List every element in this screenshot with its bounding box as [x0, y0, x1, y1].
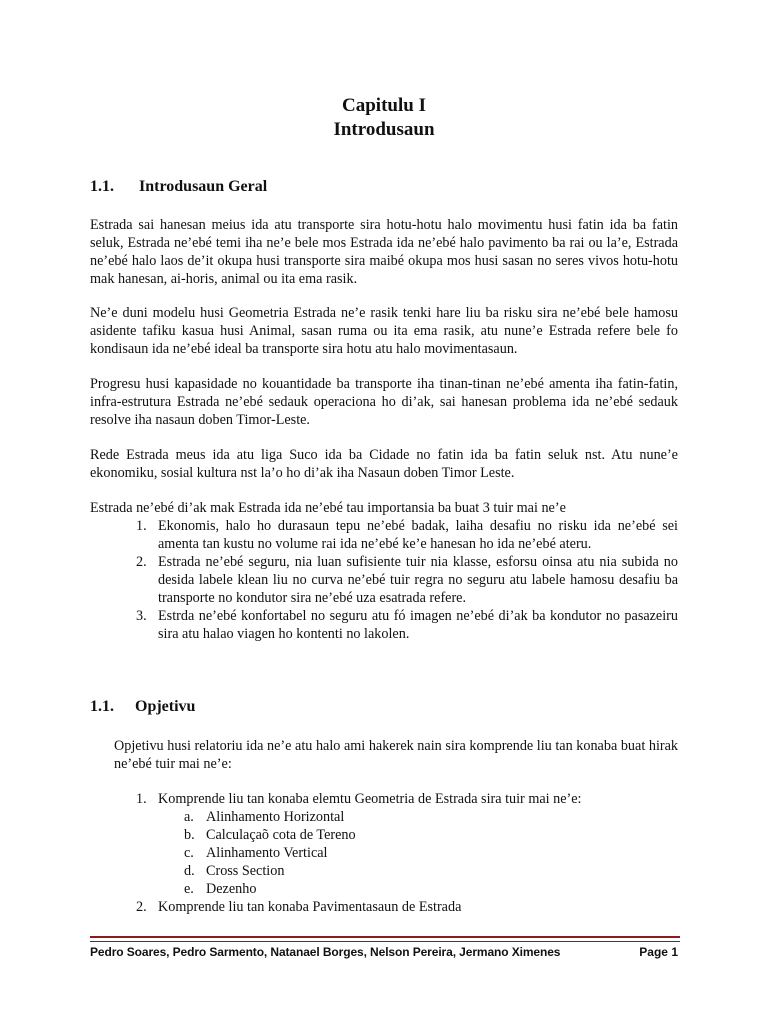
list-item: [136, 553, 678, 607]
objective-list: [136, 790, 678, 916]
sub-list-marker: d.: [184, 863, 195, 879]
sub-list-item-text: Cross Section: [206, 863, 285, 879]
sub-list-item: [184, 880, 678, 898]
list-item-text: Ekonomis, halo ho durasaun tepu ne’ebé badak, laiha desafiu no risku ida ne’ebé sei amenta tan kustu no volume rai ida ne’ebé ke’e hanesan ho ida ne’ebé ateru.: [158, 518, 678, 552]
footer-authors: Pedro Soares, Pedro Sarmento, Natanael Borges, Nelson Pereira, Jermano Ximenes: [90, 945, 561, 959]
sub-list-marker: b.: [184, 827, 195, 843]
list-marker: 2.: [136, 899, 147, 915]
sub-list-item-text: Alinhamento Vertical: [206, 845, 328, 861]
list-marker: 1.: [136, 518, 147, 534]
chapter-title: Capitulu I: [342, 95, 426, 116]
section-number: 1.1.: [90, 178, 114, 195]
paragraph-2: Ne’e duni modelu husi Geometria Estrada ne’e rasik tenki hare liu ba risku sira ne’ebé bele hamosu asidente tafiku kasua husi Animal, sasan ruma ou ita ema rasik, atu nune’e Estrada refere bele fo kondisaun ida ne’ebé ideal ba transporte sira hotu atu halo movimentasaun.: [90, 305, 678, 357]
sub-list-item: [184, 844, 678, 862]
objective-intro: Opjetivu husi relatoriu ida ne’e atu halo ami hakerek nain sira komprende liu tan konaba buat hirak ne’ebé tuir mai ne’e:: [114, 738, 678, 772]
list-item-text: Estrda ne’ebé konfortabel no seguru atu fó imagen ne’ebé di’ak ba kondutor no pasazeiru sira atu halao viagen ho kontenti no lakolen.: [158, 608, 678, 642]
list-item-text: Komprende liu tan konaba Pavimentasaun de Estrada: [158, 899, 462, 915]
section-title: Introdusaun Geral: [139, 178, 268, 195]
list-item: [136, 607, 678, 643]
sub-list-item: [184, 862, 678, 880]
footer-rule: [90, 936, 680, 938]
paragraph-5: Estrada ne’ebé di’ak mak Estrada ida ne’ebé tau importansia ba buat 3 tuir mai ne’e: [90, 500, 566, 516]
footer-rule-thin: [90, 941, 680, 942]
list-marker: 2.: [136, 554, 147, 570]
list-marker: 3.: [136, 608, 147, 624]
criteria-list: [136, 517, 678, 643]
list-item: [136, 898, 678, 916]
sub-list-marker: e.: [184, 881, 194, 897]
list-marker: 1.: [136, 791, 147, 807]
list-item: [136, 517, 678, 553]
section-title: Opjetivu: [135, 698, 196, 715]
paragraph-1: Estrada sai hanesan meius ida atu transporte sira hotu-hotu halo movimentu husi fatin ida ba fatin seluk, Estrada ne’ebé temi iha ne’e bele mos Estrada ida ne’ebé halo pavimento ba rai ou la’e, Estrada ne’ebé halo laos de’it okupa husi transporte sira maibé okupa mos husi sasan no seres vivos hotu-hotu mak hanesan, ai-horis, animal ou ita ema rasik.: [90, 217, 678, 287]
sub-list-item-text: Calculaçaõ cota de Tereno: [206, 827, 356, 843]
sub-list-item: [184, 826, 678, 844]
sub-list-item-text: Dezenho: [206, 881, 257, 897]
section-heading-opjetivu: [90, 697, 195, 717]
chapter-subtitle: Introdusaun: [333, 119, 435, 140]
sub-list-marker: c.: [184, 845, 194, 861]
page-number: Page 1: [639, 945, 678, 959]
sub-list-marker: a.: [184, 809, 194, 825]
section-heading-introdusaun-geral: [90, 177, 267, 197]
paragraph-4: Rede Estrada meus ida atu liga Suco ida ba Cidade no fatin ida ba fatin seluk nst. Atu nune’e ekonomiku, sosial kultura nst la’o ho di’ak iha Nasaun doben Timor Leste.: [90, 447, 678, 481]
sub-list-item: [184, 808, 678, 826]
paragraph-3: Progresu husi kapasidade no kouantidade ba transporte iha tinan-tinan ne’ebé amenta iha fatin-fatin, infra-estrutura Estrada ne’ebé sedauk operaciona ho di’ak, sai hanesan problema ida ne’ebé sedauk resolve iha nasaun doben Timor-Leste.: [90, 376, 678, 428]
list-item-text: Komprende liu tan konaba elemtu Geometria de Estrada sira tuir mai ne’e:: [158, 791, 582, 807]
section-number: 1.1.: [90, 698, 114, 715]
sub-list-item-text: Alinhamento Horizontal: [206, 809, 345, 825]
list-item: [136, 790, 678, 898]
sub-list: [184, 808, 678, 898]
list-item-text: Estrada ne’ebé seguru, nia luan sufisiente tuir nia klasse, esforsu oinsa atu nia subida no desida labele klean liu no curva ne’ebé tuir regra no seguru atu labele hamosu desafiu ba transporte no kondutor sira ne’ebé uza esatrada refere.: [158, 554, 678, 606]
